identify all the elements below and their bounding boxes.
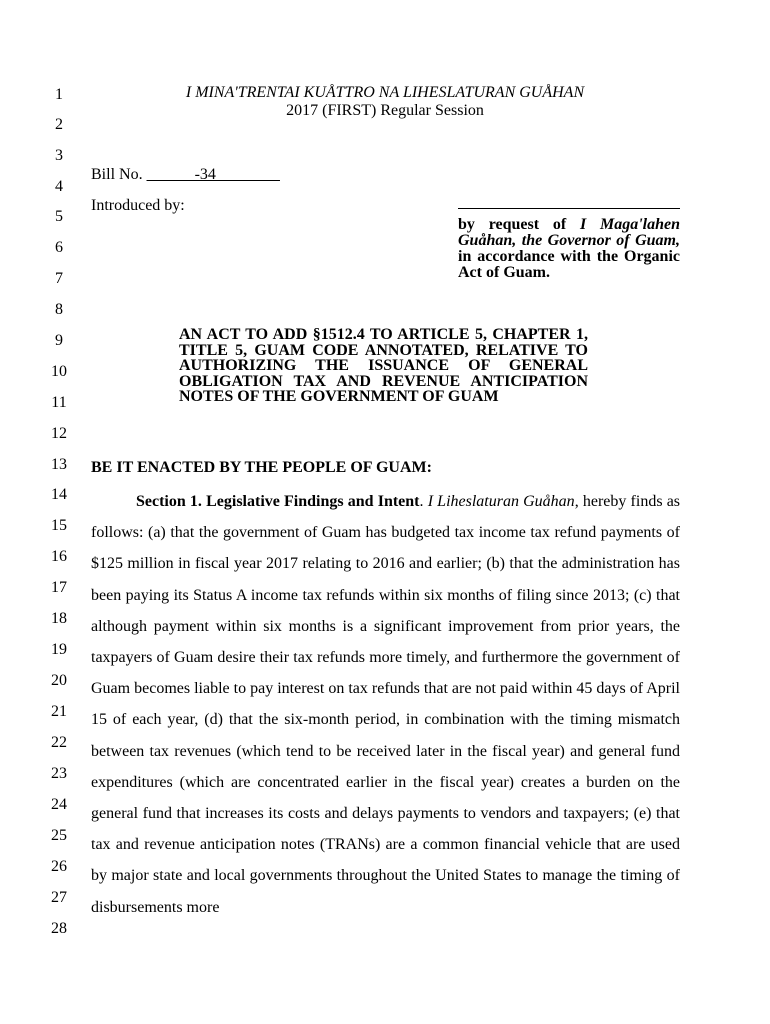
line-number: 13 (51, 456, 67, 473)
line-number: 14 (51, 486, 67, 503)
line-number: 7 (55, 270, 63, 287)
bill-number (91, 166, 280, 184)
line-number: 4 (55, 178, 63, 195)
legislature-title: I MINA'TRENTAI KUÅTTRO NA LIHESLATURAN GUÅHAN (185, 84, 585, 101)
legislature-name: I Liheslaturan Guåhan (427, 493, 575, 510)
sponsor-request (458, 217, 680, 281)
line-number: 3 (55, 147, 63, 164)
sponsor-signature-line (458, 208, 680, 209)
line-number: 18 (51, 610, 67, 627)
introduced-by-label: Introduced by: (91, 197, 185, 214)
line-number: 11 (51, 394, 67, 411)
line-number: 28 (51, 920, 67, 937)
line-number: 27 (51, 889, 67, 906)
line-number: 19 (51, 641, 67, 658)
line-number: 2 (55, 116, 63, 133)
request-prefix: by request of (458, 216, 580, 233)
section-1-heading: Section 1. Legislative Findings and Intent (136, 493, 420, 510)
line-number: 6 (55, 239, 63, 256)
line-number: 16 (51, 548, 67, 565)
bill-number-value: ______-34________ (146, 166, 280, 183)
line-number: 21 (51, 703, 67, 720)
line-number: 9 (55, 332, 63, 349)
line-number: 15 (51, 517, 67, 534)
line-number: 12 (51, 425, 67, 442)
section-1-text: , hereby finds as follows: (a) that the government of Guam has budgeted tax income tax refund payments of $125 million in fiscal year 2017 relating to 2016 and earlier; (b) that the administration has been paying its Status A income tax refunds within six months of filing since 2013; (c) that although payment within six months is a significant improvement from prior years, the taxpayers of Guam desire their tax refunds more timely, and furthermore the government of Guam becomes liable to pay interest on tax refunds that are not paid within 45 days of April 15 of each year, (d) that the six-month period, in combination with the timing mismatch between tax revenues (which tend to be received later in the fiscal year) and general fund expenditures (which are concentrated earlier in the fiscal year) creates a burden on the general fund that increases its costs and delays payments to vendors and taxpayers; (e) that tax and revenue anticipation notes (TRANs) are a common financial vehicle that are used by major state and local governments throughout the United States to manage the timing of disbursements more (91, 493, 681, 916)
request-suffix: in accordance with the Organic Act of Guam. (458, 248, 680, 281)
line-number: 20 (51, 672, 67, 689)
act-title: AN ACT TO ADD §1512.4 TO ARTICLE 5, CHAPTER 1, TITLE 5, GUAM CODE ANNOTATED, RELATIVE TO AUTHORIZING THE ISSUANCE OF GENERAL OBLIGATION TAX AND REVENUE ANTICIPATION NOTES OF THE GOVERNMENT OF GUAM (179, 326, 588, 405)
enacting-clause: BE IT ENACTED BY THE PEOPLE OF GUAM: (91, 459, 432, 476)
line-number: 1 (55, 86, 63, 103)
line-number: 24 (51, 796, 67, 813)
governor-title: I Maga'lahen Guåhan, the Governor of Guam, (458, 216, 680, 249)
line-number: 10 (51, 363, 67, 380)
line-number: 5 (55, 208, 63, 225)
line-number: 25 (51, 827, 67, 844)
line-number: 22 (51, 734, 67, 751)
line-number: 17 (51, 579, 67, 596)
line-number: 8 (55, 301, 63, 318)
line-number: 23 (51, 765, 67, 782)
section-1-period: . (419, 493, 428, 510)
bill-number-label: Bill No. (91, 166, 147, 183)
line-number: 26 (51, 858, 67, 875)
section-1-paragraph (91, 486, 680, 923)
session-title: 2017 (FIRST) Regular Session (286, 102, 484, 119)
